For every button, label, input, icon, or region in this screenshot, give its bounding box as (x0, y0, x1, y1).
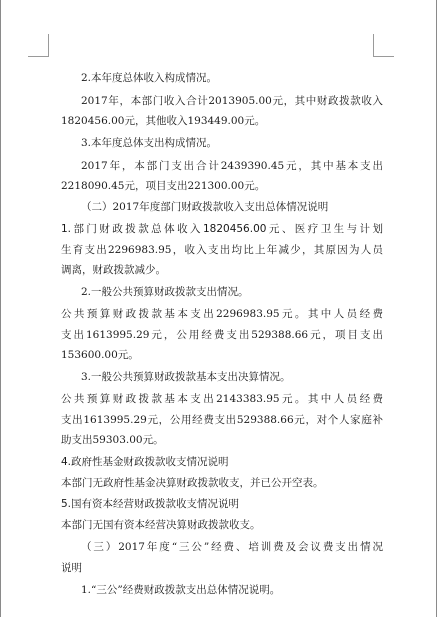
paragraph-line: 本部门无政府性基金决算财政拨款收支，并已公开空表。 (61, 477, 324, 489)
paragraph-line: 公共预算财政拨款基本支出2143383.95元。其中人员经费 (61, 393, 383, 405)
paragraph-line: 公共预算财政拨款基本支出2296983.95元。其中人员经费 (61, 308, 383, 320)
heading-state-capital: 5.国有资本经营财政拨款收支情况说明 (61, 498, 240, 510)
paragraph-line: 支出1613995.29元，公用经费支出529388.66元，项目支出 (61, 329, 383, 341)
paragraph-line: 助支出59303.00元。 (61, 434, 164, 446)
heading-expenditure-composition: 3.本年度总体支出构成情况。 (81, 137, 218, 149)
section-heading-2: （二）2017年度部门财政拨款收入支出总体情况说明 (81, 201, 329, 213)
heading-basic-expenditure: 3.一般公共预算财政拨款基本支出决算情况。 (81, 371, 291, 383)
paragraph-line: 2017年，本部门支出合计2439390.45元，其中基本支出 (81, 160, 383, 172)
paragraph-line: 153600.00元。 (61, 349, 139, 361)
heading-income-composition: 2.本年度总体收入构成情况。 (81, 72, 218, 84)
heading-three-public-expenses: 1.“三公”经费财政拨款支出总体情况说明。 (81, 584, 281, 596)
paragraph-line: 生育支出2296983.95，收入支出均比上年减少，其原因为人员 (61, 244, 383, 256)
paragraph-line: 1.部门财政拨款总体收入1820456.00元、医疗卫生与计划 (61, 223, 383, 235)
paragraph-line: 2017年，本部门收入合计2013905.00元，其中财政拨款收入 (81, 95, 383, 107)
paragraph-line: 调离，财政拨款减少。 (61, 264, 166, 276)
crop-mark-top-right (373, 34, 394, 57)
paragraph-line: 支出1613995.29元，公用经费支出529388.66元，对个人家庭补 (61, 414, 383, 426)
section-heading-3: （三）2017年度“三公”经费、培训费及会议费支出情况 (81, 541, 383, 553)
heading-general-budget: 2.一般公共预算财政拨款支出情况。 (81, 286, 249, 298)
heading-government-fund: 4.政府性基金财政拨款收支情况说明 (61, 456, 229, 468)
paragraph-line: 2218090.45元，项目支出221300.00元。 (61, 180, 266, 192)
section-heading-3-continued: 说明 (61, 562, 82, 574)
crop-mark-top-left (28, 34, 49, 57)
paragraph-line: 本部门无国有资本经营决算财政拨款收支。 (61, 519, 261, 531)
paragraph-line: 1820456.00元，其他收入193449.00元。 (61, 115, 266, 127)
